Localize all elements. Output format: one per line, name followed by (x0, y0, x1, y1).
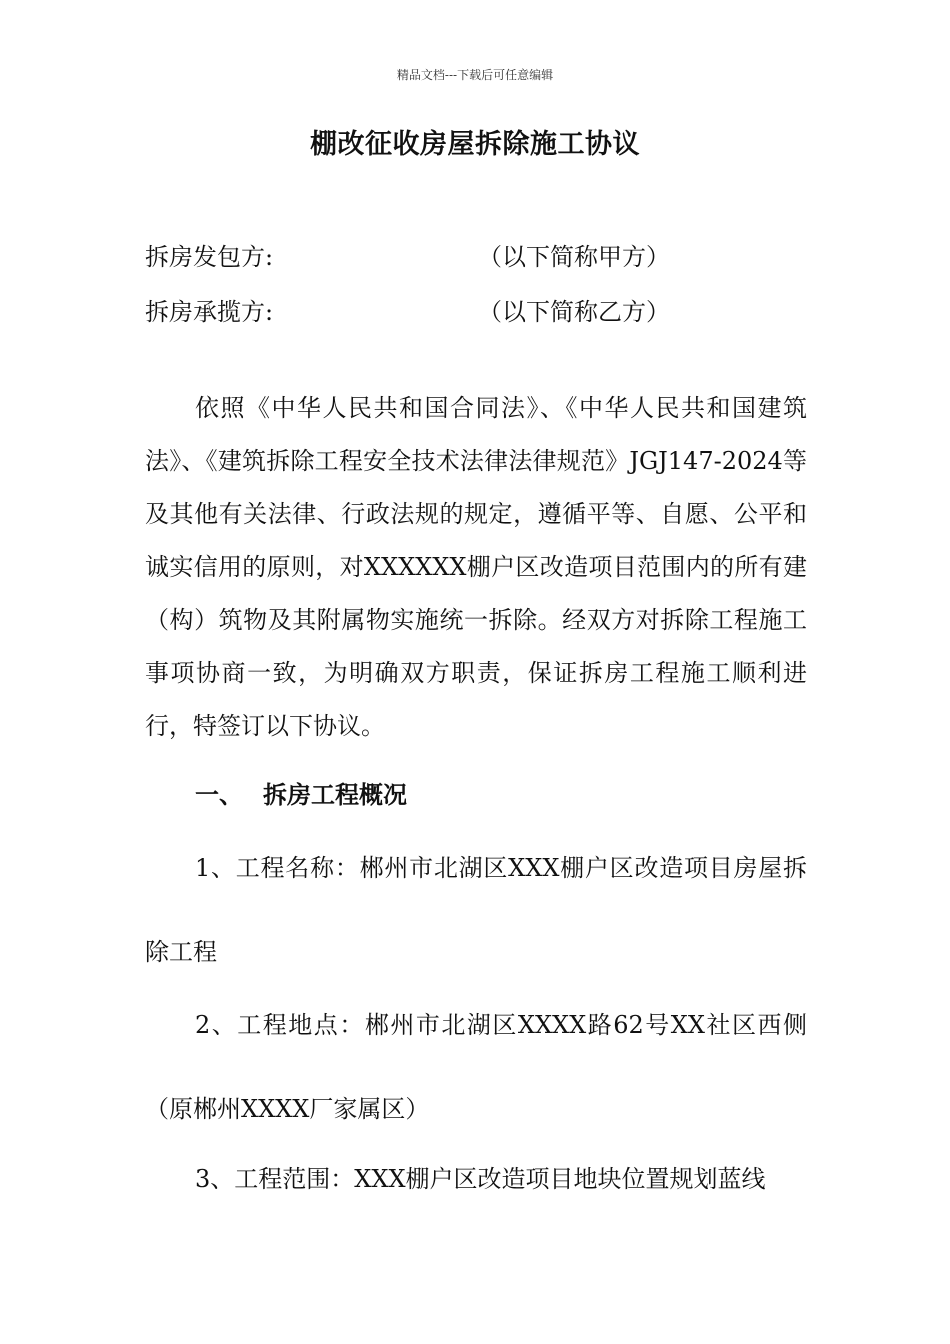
section-title: 拆房工程概况 (263, 780, 407, 809)
section-heading (195, 775, 407, 810)
intro-paragraph: 依照《中华人民共和国合同法》、《中华人民共和国建筑法》、《建筑拆除工程安全技术法律法律规范》JGJ147-2024等及其他有关法律、行政法规的规定，遵循平等、自愿、公平和诚实信用的原则，对XXXXXX棚户区改造项目范围内的所有建（构）筑物及其附属物实施统一拆除。经双方对拆除工程施工事项协商一致，为明确双方职责，保证拆房工程施工顺利进行，特签订以下协议。 (145, 394, 807, 740)
header-note: 精品文档---下载后可任意编辑 (396, 68, 554, 82)
party-a-line (145, 240, 825, 274)
party-b-line (145, 295, 825, 329)
party-a-label: 拆房发包方: (145, 243, 274, 271)
project-name-item: 1、工程名称：郴州市北湖区XXX棚户区改造项目房屋拆除工程 (145, 854, 807, 966)
party-a-note: （以下简称甲方） (478, 243, 670, 271)
project-scope-item: 3、工程范围：XXX棚户区改造项目地块位置规划蓝线 (195, 1165, 766, 1193)
project-location-item: 2、工程地点：郴州市北湖区XXXX路62号XX社区西侧（原郴州XXXX厂家属区） (145, 1011, 807, 1123)
section-number: 一、 (195, 780, 243, 809)
document-title: 棚改征收房屋拆除施工协议 (310, 129, 640, 160)
party-b-label: 拆房承揽方: (145, 298, 274, 326)
party-b-note: （以下简称乙方） (478, 298, 670, 326)
